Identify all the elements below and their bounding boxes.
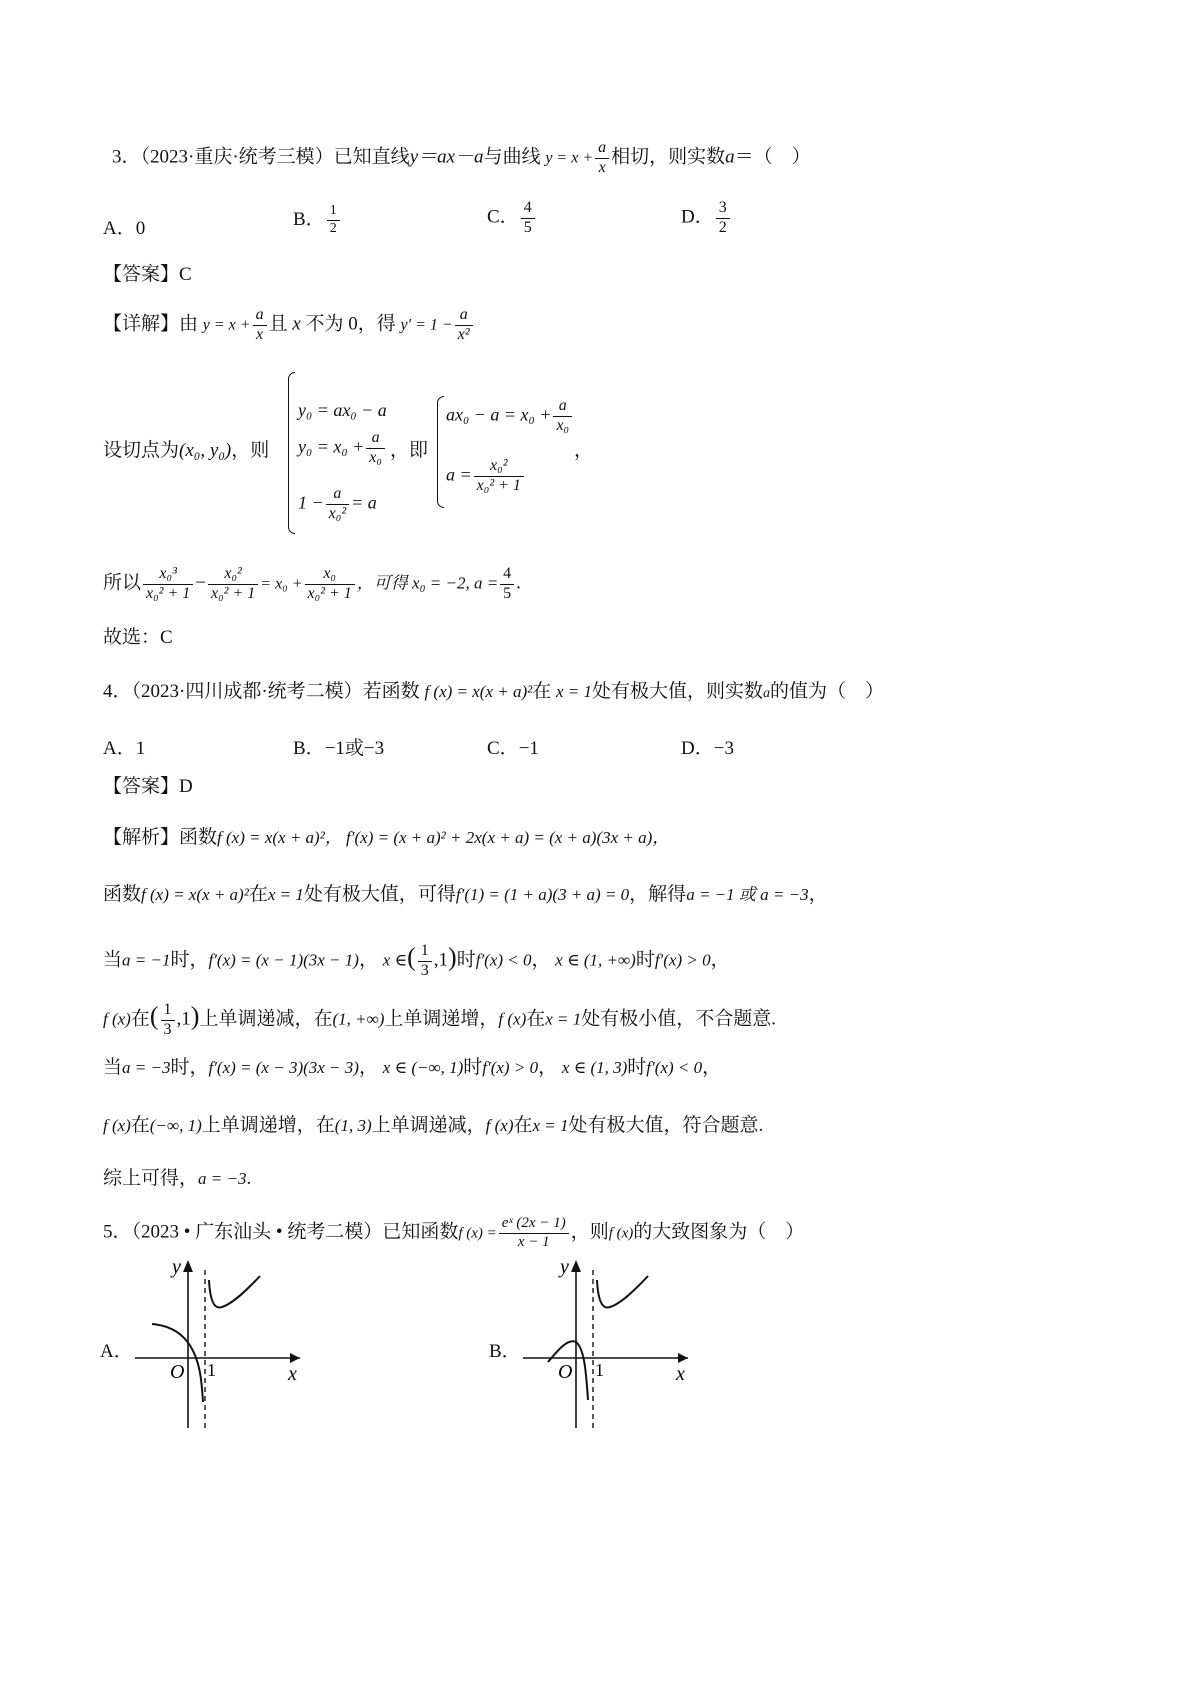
q3-stem-var: a bbox=[725, 146, 735, 168]
q3-number: 3． bbox=[112, 146, 141, 168]
q5-graph-b bbox=[518, 1250, 708, 1440]
q3-stem bbox=[112, 140, 811, 177]
q5-graph-a-y-label: y bbox=[172, 1256, 181, 1278]
q3-option-c: C． $\frac{4}{5}$ bbox=[487, 200, 537, 237]
q3-tangent-intro: 设切点为(x₀, y₀)，则 bbox=[103, 440, 270, 461]
q5-graph-b-y-label: y bbox=[560, 1256, 569, 1278]
q3-option-a: A．0 bbox=[103, 218, 146, 239]
q5-option-b-label: B． bbox=[489, 1341, 521, 1362]
q5-option-a-label: A． bbox=[100, 1341, 133, 1362]
q3-stem-b: 与曲线 bbox=[483, 146, 541, 168]
q3-system1-brace bbox=[288, 372, 295, 534]
q3-system2-brace bbox=[437, 396, 444, 508]
q4-conclusion: 综上可得，a = −3. bbox=[103, 1168, 252, 1189]
q4-option-a: A．1 bbox=[103, 738, 146, 759]
q4-stem: 4．（2023·四川成都·统考二模）若函数 f (x) = x(x + a)²在 x = 1处有极大值，则实数a的值为（ ） bbox=[103, 681, 885, 702]
q4-analysis-line5: 当a = −3时，f′(x) = (x − 3)(3x − 3)， x ∈ (−∞, 1)时f′(x) > 0， x ∈ (1, 3)时f′(x) < 0， bbox=[103, 1057, 722, 1078]
q3-option-b: B． $\frac{1}{2}$ bbox=[293, 204, 342, 237]
q3-system2-row2: a = $\frac{\text{x₀²}}{\text{x₀² + 1}}$ bbox=[446, 458, 526, 495]
q3-stem-d: ＝（ ） bbox=[734, 146, 811, 168]
q3-option-d: D． $\frac{3}{2}$ bbox=[681, 200, 732, 237]
q5-graph-a bbox=[130, 1250, 320, 1440]
q3-source: （2023·重庆·统考三模） bbox=[140, 146, 334, 168]
q4-analysis-line6: f (x)在(−∞, 1)上单调递增，在(1, 3)上单调递减，f (x)在x = 1处有极大值，符合题意. bbox=[103, 1115, 764, 1136]
q5-graph-a-one: 1 bbox=[207, 1360, 216, 1380]
q3-system-ie: ，即 bbox=[390, 440, 429, 461]
q5-graph-b-origin: O bbox=[558, 1361, 573, 1383]
q4-analysis-line4: f (x)在( $\frac{1}{3}$ ,1)上单调递减，在(1, +∞)上单调递增，f (x)在x = 1处有极小值，不合题意. bbox=[103, 1001, 777, 1038]
q3-curve-frac: $\frac{a}{x}$ bbox=[595, 140, 609, 177]
q5-stem: 5．（2023 • 广东汕头 • 统考二模）已知函数f (x) = $\frac{\text{eˣ (2x − 1)}}{x - 1}$ ，则f (x)的大致图象为（ ） bbox=[103, 1215, 805, 1250]
q3-system1-row3: 1 − $\frac{a}{\text{x₀²}}$ = a bbox=[298, 485, 377, 522]
q4-analysis-line3: 当a = −1时，f′(x) = (x − 1)(3x − 1)， x ∈( $\frac{1}{3}$ ,1)时f′(x) < 0， x ∈ (1, +∞)时f′(x) > 0， bbox=[103, 942, 730, 979]
q3-system2-row1: ax₀ − a = x₀ + $\frac{a}{\text{x₀}}$ bbox=[446, 398, 574, 435]
q4-answer: 【答案】D bbox=[103, 776, 193, 797]
q3-final: 故选：C bbox=[103, 627, 173, 648]
q5-graph-b-x-label: x bbox=[676, 1363, 685, 1385]
q3-system1-row1: y₀ = ax₀ − a bbox=[298, 400, 387, 420]
q4-option-d: D．−3 bbox=[681, 738, 734, 759]
q3-detail: 【详解】由 y = x + $\frac{a}{x}$ 且 x 不为 0，得 y′ = 1 − $\frac{a}{\text{x²}}$ bbox=[103, 307, 475, 344]
q5-graph-a-x-label: x bbox=[288, 1363, 297, 1385]
q3-answer: 【答案】C bbox=[103, 264, 192, 285]
q3-line-eq: y＝ax－a bbox=[409, 146, 484, 168]
q3-so-line: 所以 $\frac{\text{x₀³}}{\text{x₀² + 1}}$ − $\frac{\text{x₀²}}{\text{x₀² + 1}}$ = x₀ + $\frac{\text{x₀}}{\text{x₀² + 1}}$ ，可得 x₀ = −2, a = $\frac{4}{5}$ . bbox=[103, 565, 521, 602]
q5-graph-b-one: 1 bbox=[595, 1360, 604, 1380]
q3-curve-left: y = x + bbox=[545, 149, 594, 167]
q3-stem-a: 已知直线 bbox=[333, 146, 410, 168]
q3-system-comma: ， bbox=[574, 440, 594, 461]
q3-system1-row2: y₀ = x₀ + $\frac{a}{\text{x₀}}$ bbox=[298, 430, 387, 467]
q4-option-c: C．−1 bbox=[487, 738, 539, 759]
q5-graph-a-origin: O bbox=[170, 1361, 185, 1383]
q3-stem-c: 相切，则实数 bbox=[611, 146, 726, 168]
q4-analysis-line1: 【解析】函数f (x) = x(x + a)²， f′(x) = (x + a)² + 2x(x + a) = (x + a)(3x + a)， bbox=[103, 827, 670, 848]
q4-analysis-line2: 函数f (x) = x(x + a)²在x = 1处有极大值，可得f′(1) = (1 + a)(3 + a) = 0，解得a = −1 或 a = −3， bbox=[103, 884, 828, 905]
q4-option-b: B．−1或−3 bbox=[293, 738, 385, 759]
